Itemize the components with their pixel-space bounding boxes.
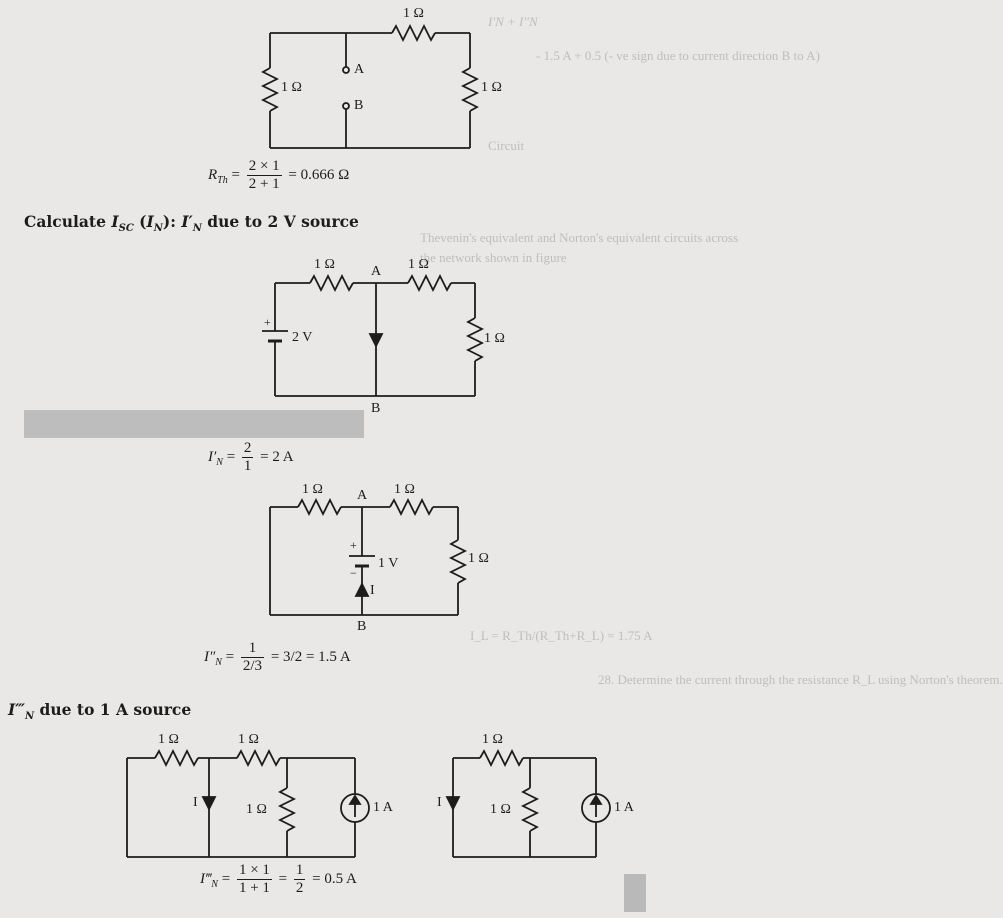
heading-subscript: N <box>192 223 202 235</box>
bleed-text: I_L = R_Th/(R_Th+R_L) = 1.75 A <box>470 628 653 643</box>
fraction <box>294 862 306 897</box>
heading-text: due to 2 V source <box>201 212 359 231</box>
current-subscript: N <box>216 456 223 468</box>
fraction-denominator: 1 + 1 <box>238 880 270 896</box>
heading-text: due to 1 A source <box>34 700 192 719</box>
node-label-b: B <box>354 98 364 113</box>
fraction-numerator: 1 <box>241 640 264 658</box>
i-prime-equation: $I'_N$ = $\frac{2}{1}$ = 2 A <box>208 440 294 474</box>
rth-equation: $R_{Th}$ = $\frac{2 \times 1}{2 + 1}$ = 0.666 Ω <box>208 158 350 192</box>
resistor-label: 1 Ω <box>302 482 323 497</box>
resistor-label: 1 Ω <box>158 732 179 747</box>
node-label-a: A <box>371 264 382 279</box>
resistor-label: 1 Ω <box>482 732 503 747</box>
plus-sign: + <box>350 538 357 552</box>
resistor-label: 1 Ω <box>403 6 424 21</box>
node-label-a: A <box>354 62 365 77</box>
current-label: I <box>193 795 198 810</box>
resistor-label: 1 Ω <box>484 331 505 346</box>
fraction <box>237 862 272 897</box>
heading-text: Calculate <box>24 212 112 231</box>
heading-symbol: I <box>146 212 154 231</box>
equation-result: = 2 A <box>260 448 294 465</box>
current-label: I <box>370 583 375 598</box>
resistor-label: 1 Ω <box>238 732 259 747</box>
node-label-b: B <box>371 401 381 416</box>
current-symbol: I″ <box>204 648 216 665</box>
current-subscript: N <box>211 878 218 890</box>
bleed-text: the network shown in figure <box>420 250 567 265</box>
heading-symbol: I <box>111 212 119 231</box>
rth-subscript: Th <box>217 174 228 186</box>
current-label: I <box>437 795 442 810</box>
heading-symbol: I′ <box>181 212 193 231</box>
bleed-text: 28. Determine the current through the resistance R_L using Norton's theorem. <box>598 672 1003 687</box>
current-subscript: N <box>215 656 222 668</box>
node-label-a: A <box>357 488 368 503</box>
current-symbol: I‴ <box>200 870 212 887</box>
source-label: 1 V <box>378 556 399 571</box>
rth-symbol: R <box>208 166 218 183</box>
heading-text: ( <box>133 212 147 231</box>
node-label-b: B <box>357 619 367 634</box>
bleed-text: - 1.5 A + 0.5 (- ve sign due to current direction B to A) <box>536 48 820 63</box>
heading-symbol: I‴ <box>8 700 26 719</box>
fraction-numerator: 2 × 1 <box>248 158 280 174</box>
resistor-label: 1 Ω <box>408 257 429 272</box>
minus-sign: − <box>350 566 357 580</box>
fraction-denominator: 2 + 1 <box>248 176 280 192</box>
equation-result: = 3/2 = 1.5 A <box>270 648 351 665</box>
current-symbol: I′ <box>208 448 217 465</box>
resistor-label: 1 Ω <box>394 482 415 497</box>
source-label: 1 A <box>373 800 393 815</box>
heading-subscript: N <box>153 223 163 235</box>
heading-text: ): <box>162 212 182 231</box>
fraction-denominator: 1 <box>243 458 252 474</box>
heading-subscript: SC <box>118 223 134 235</box>
fraction-numerator: 1 × 1 <box>238 862 270 878</box>
equation-result: = 0.5 A <box>312 870 357 887</box>
bleed-text: Circuit <box>488 138 525 153</box>
source-label: 2 V <box>292 330 313 345</box>
fraction-denominator: 2/3 <box>242 658 263 674</box>
fraction-numerator: 1 <box>295 862 304 878</box>
i-triple-prime-equation: $I‴_N$ = $\frac{1 \times 1}{1 + 1}$ = $\frac{1}{2}$ = 0.5 A <box>200 862 357 896</box>
plus-sign: + <box>264 315 271 329</box>
resistor-label: 1 Ω <box>246 802 267 817</box>
bleed-text: Thevenin's equivalent and Norton's equivalent circuits across <box>420 230 739 245</box>
fraction-numerator: 2 <box>243 440 252 456</box>
bleed-text: I'N + I''N <box>488 14 538 29</box>
i-double-prime-equation: $I''_N$ = $\frac{1}{2/3}$ = 3/2 = 1.5 A <box>204 640 351 674</box>
resistor-label: 1 Ω <box>314 257 335 272</box>
source-label: 1 A <box>614 800 634 815</box>
heading-subscript: N <box>25 711 35 723</box>
resistor-label: 1 Ω <box>490 802 511 817</box>
rth-result: = 0.666 Ω <box>288 166 350 183</box>
resistor-label: 1 Ω <box>281 80 302 95</box>
resistor-label: 1 Ω <box>468 551 489 566</box>
resistor-label: 1 Ω <box>481 80 502 95</box>
fraction-denominator: 2 <box>295 880 304 896</box>
